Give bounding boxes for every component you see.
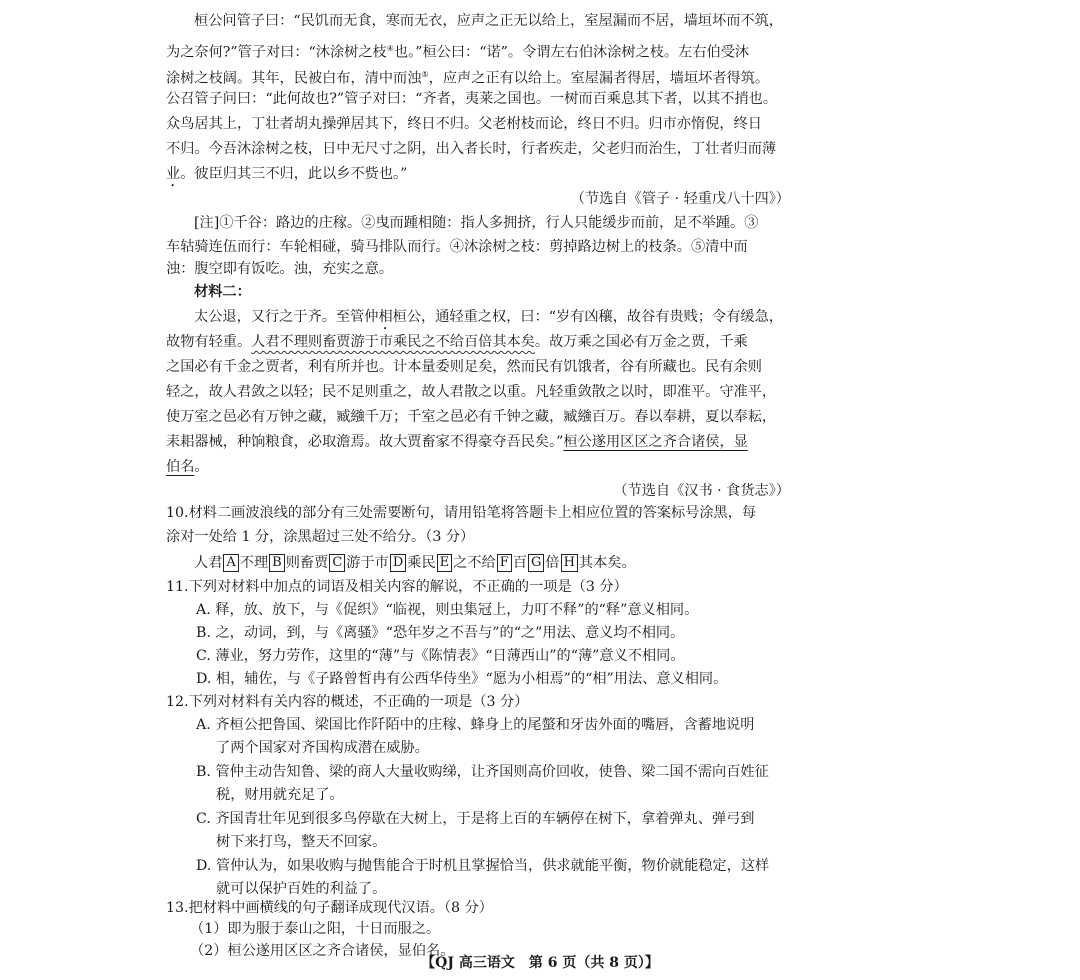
notes-line: [注]①千谷：路边的庄稼。②曳而踵相随：指人多拥挤，行人只能缓步而前，足不举踵。③ (194, 215, 759, 231)
answer-box[interactable]: G (528, 554, 544, 572)
q11-option-a: A. 释，放、放下，与《促织》“临视，则虫集冠上，力叮不释”的“释”意义相同。 (196, 602, 699, 618)
answer-box[interactable]: D (390, 554, 406, 572)
q10-stem: 涂对一处给 1 分，涂黑超过三处不给分。（3 分） (166, 529, 475, 545)
answer-box[interactable]: C (329, 554, 345, 572)
page-footer: 【QJ 高三语文 第 6 页（共 8 页）】 (421, 955, 659, 971)
passage2-line: 轻之，故人君敛之以轻；民不足则重之，故人君散之以重。凡轻重敛散之以时，即准平。守准平， (166, 384, 777, 400)
passage2-line: 耒耜器械，种饷粮食，必取澹焉。故大贾畜家不得豪夺吾民矣。”桓公遂用区区之齐合诸侯，显 (166, 434, 748, 450)
q12-option-c: C. 齐国青壮年见到很多鸟停歇在大树上，于是将上百的车辆停在树下，拿着弹丸、弹弓到 (196, 811, 755, 827)
notes-line: 车轱骑连伍而行：车轮相碰，骑马排队而行。④沐涂树之枝：剪掉路边树上的枝条。⑤清中而 (166, 239, 748, 255)
answer-box[interactable]: E (437, 554, 453, 572)
q11-stem: 11.下列对材料中加点的词语及相关内容的解说，不正确的一项是（3 分） (166, 579, 628, 595)
passage2-line: 太公退，又行之于齐。至管仲相桓公，通轻重之权，曰：“岁有凶穰，故谷有贵贱；令有缓急， (194, 309, 783, 325)
q13-sentence-1: （1）即为服于泰山之阳，十日而服之。 (190, 921, 441, 937)
q12-option-b-cont: 税，财用就充足了。 (216, 787, 344, 803)
passage1-line: 涂树之枝阔。其年，民被白布，清中而浊⑤，应声之正有以给上。室屋漏者得居，墙垣坏者得筑。 (166, 70, 770, 87)
passage1-line: 公召管子问曰：“此何故也?”管子对曰：“齐者，夷莱之国也。一树而百乘息其下者，以其不捎也。 (166, 91, 778, 107)
passage1-line: 不归。今吾沐涂树之枝，日中无尺寸之阴，出入者长时，行者疾走，父老归而治生，丁壮者归而薄 (166, 141, 777, 157)
q12-option-d: D. 管仲认为，如果收购与抛售能合于时机且掌握恰当，供求就能平衡，物价就能稳定，这样 (196, 858, 770, 874)
q10-stem: 10.材料二画波浪线的部分有三处需要断句，请用铅笔将答题卡上相应位置的答案标号涂黑，每 (166, 505, 757, 521)
passage1-line: 业。彼臣归其三不归，此以乡不赀也。” (166, 166, 408, 182)
q12-option-c-cont: 树下来打鸟，整天不回家。 (216, 834, 387, 850)
answer-box[interactable]: B (269, 554, 285, 572)
q12-option-a: A. 齐桓公把鲁国、梁国比作阡陌中的庄稼、蜂身上的尾螫和牙齿外面的嘴唇，含蓄地说明 (196, 717, 755, 733)
q11-option-b: B. 之，动词，到，与《离骚》“恐年岁之不吾与”的“之”用法、意义均不相同。 (196, 625, 685, 641)
passage1-line: 桓公问管子曰：“民饥而无食，寒而无衣，应声之正无以给上，室屋漏而不居，墙垣坏而不筑， (194, 13, 783, 29)
q10-options: 人君 A 不理 B 则畜贾 C 游于市 D 乘民 E 之不给 F 百 G 倍 H 其本矣。 (194, 555, 636, 571)
q12-option-a-cont: 了两个国家对齐国构成潜在威胁。 (216, 740, 429, 756)
q12-stem: 12.下列对材料有关内容的概述，不正确的一项是（3 分） (166, 694, 529, 710)
passage2-source: （节选自《汉书 · 食货志》） (613, 483, 790, 499)
passage2-line: 伯名。 (166, 459, 209, 475)
notes-line: 浊：腹空即有饭吃。浊，充实之意。 (166, 261, 394, 277)
passage2-line: 故物有轻重。人君不理则畜贾游于市乘民之不给百倍其本矣。故万乘之国必有万金之贾，千乘 (166, 334, 748, 350)
passage1-line: 众鸟居其上，丁壮者胡丸操弹居其下，终日不归。父老柎枝而论，终日不归。归市亦惰倪，终日 (166, 116, 762, 132)
q12-option-d-cont: 就可以保护百姓的利益了。 (216, 881, 387, 897)
answer-box[interactable]: H (561, 554, 578, 572)
passage1-line: 为之奈何?”管子对曰：“沐涂树之枝④也。”桓公曰：“诺”。令谓左右伯沐涂树之枝。左右伯受沐 (166, 44, 750, 61)
passage2-heading: 材料二： (194, 284, 251, 300)
q13-sentence-2: （2）桓公遂用区区之齐合诸侯，显伯名。 (190, 943, 455, 959)
q13-stem: 13.把材料中画横线的句子翻译成现代汉语。（8 分） (166, 900, 493, 916)
q11-option-d: D. 相，辅佐，与《子路曾皙冉有公西华侍坐》“愿为小相焉”的“相”用法、意义相同。 (196, 671, 728, 687)
answer-box[interactable]: A (223, 554, 238, 572)
answer-box[interactable]: F (497, 554, 512, 572)
q11-option-c: C. 薄业，努力劳作，这里的“薄”与《陈情表》“日薄西山”的“薄”意义不相同。 (196, 648, 685, 664)
q12-option-b: B. 管仲主动告知鲁、梁的商人大量收购绨，让齐国则高价回收，使鲁、梁二国不需向百姓征 (196, 764, 769, 780)
passage2-line: 使万室之邑必有万钟之藏，臧繈千万；千室之邑必有千钟之藏，臧繈百万。春以奉耕，夏以奉耘， (166, 409, 777, 425)
passage1-source: （节选自《管子 · 轻重戊八十四》） (570, 191, 790, 207)
passage2-line: 之国必有千金之贾者，利有所并也。计本量委则足矣，然而民有饥饿者，谷有所藏也。民有余则 (166, 359, 762, 375)
